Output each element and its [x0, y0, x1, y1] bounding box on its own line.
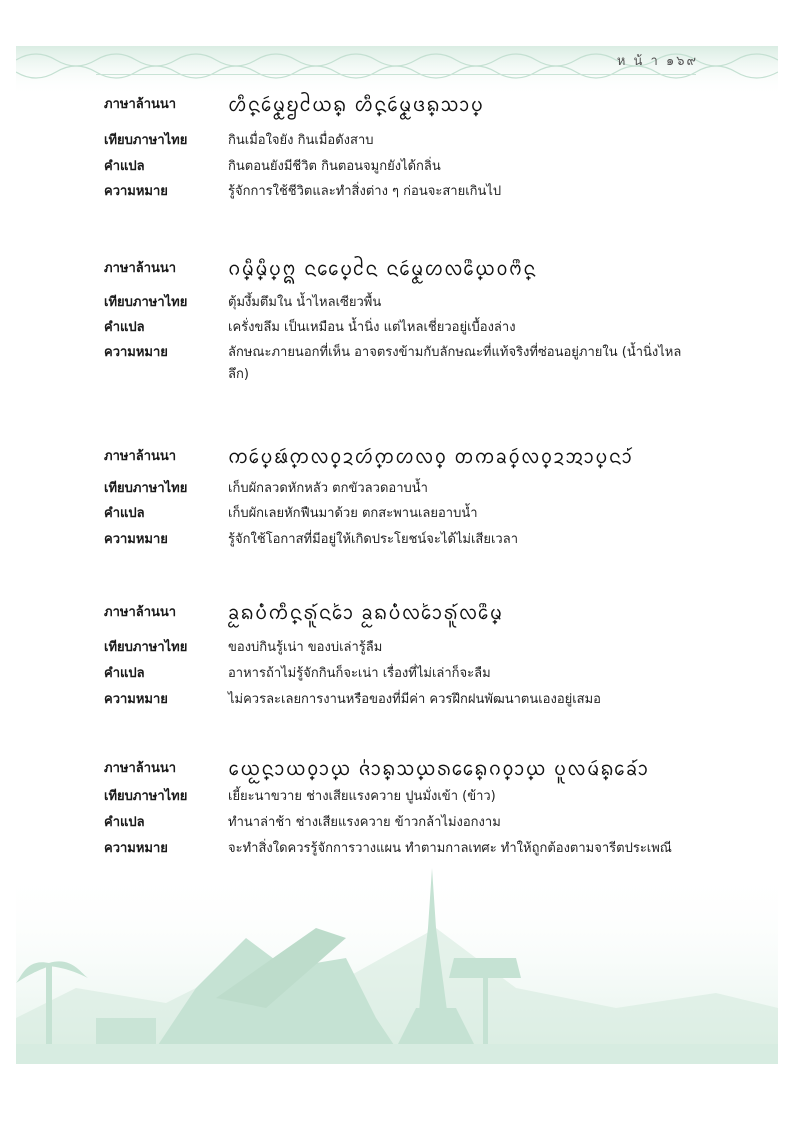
lanna-label: ภาษาล้านนา: [104, 605, 177, 620]
translation-text: อาหารถ้าไม่รู้จักกินก็จะเน่า เรื่องที่ไม่เล่าก็จะลืม: [228, 666, 491, 681]
lanna-label: ภาษาล้านนา: [104, 261, 177, 276]
thai-label: เทียบภาษาไทย: [104, 133, 188, 148]
page-number: ห น้ า ๑๖๙: [616, 54, 698, 69]
lanna-label: ภาษาล้านนา: [104, 97, 177, 112]
meaning-label: ความหมาย: [104, 841, 168, 856]
lanna-script-text: ᩮᨿ᩠ᩬᨶᩣᨿ᩠ᩅᩣ᩠ᨿ ᨩ᩵ᩣ᩠ᨦᩈ᩠ᨿᩁᩯ᩠ᨦᨣ᩠ᩅᩣ᩠ᨿ ᨷᩪᩃᨾ᩠ᩢᨦᩮᨡ᩶ᩣ: [228, 758, 650, 780]
thai-label: เทียบภาษาไทย: [104, 481, 188, 496]
translation-label: คำแปล: [104, 815, 145, 830]
translation-text: กินตอนยังมีชีวิต กินตอนจมูกยังได้กลิ่น: [228, 159, 441, 174]
lanna-script-text: ᨡᩬᨦᨷᩴ᩵ᨠᩥ᩠ᨶᩁᩪ᩶ᨶᩮᩢ᩵ᩣ ᨡᩬᨦᨷᩴ᩵ᩃᩮᩢ᩵ᩣᩁᩪ᩶ᩃᩮᩨ᩠ᨾ: [228, 602, 504, 624]
translation-text: เครั่งขลึม เป็นเหมือน น้ำนิ่ง แต่ไหลเชี่ยวอยู่เบื้องล่าง: [228, 320, 516, 335]
translation-label: คำแปล: [104, 666, 145, 681]
meaning-text: ลักษณะภายนอกที่เห็น อาจตรงข้ามกับลักษณะที่แท้จริงที่ซ่อนอยู่ภายใน (น้ำนิ่งไหลลึก): [228, 345, 682, 382]
lanna-script-text: ᩉ᩠ᩥᨶᩮᩢ᩠ᨾᩬᨮᩲᨿ᩠ᨦ ᩉ᩠ᩥᨶᩮᩢ᩠ᨾᩬᨴ᩠ᨦᩈᩣ᩠ᨷ: [228, 94, 485, 116]
thai-label: เทียบภาษาไทย: [104, 295, 188, 310]
lanna-label: ภาษาล้านนา: [104, 761, 177, 776]
meaning-text: รู้จักการใช้ชีวิตและทำสิ่งต่าง ๆ ก่อนจะสายเกินไป: [228, 184, 502, 199]
thai-text: ของบ่กินรู้เน่า ของบ่เล่ารู้ลืม: [228, 640, 383, 655]
meaning-label: ความหมาย: [104, 692, 168, 707]
meaning-label: ความหมาย: [104, 184, 168, 199]
meaning-label: ความหมาย: [104, 532, 168, 547]
translation-text: ทำนาล่าช้า ช่างเสียแรงควาย ข้าวกล้าไม่งอกงาม: [228, 815, 501, 830]
thai-text: ตุ้มงึ้มตึมใน น้ำไหลเซียวพื้น: [228, 295, 382, 310]
thai-label: เทียบภาษาไทย: [104, 789, 188, 804]
meaning-text: จะทำสิ่งใดควรรู้จักการวางแผน ทำตามกาลเทศะ ทำให้ถูกต้องตามจารีตประเพณี: [228, 841, 672, 856]
meaning-text: รู้จักใช้โอกาสที่มีอยู่ให้เกิดประโยชน์จะได้ไม่เสียเวลา: [228, 532, 518, 547]
lanna-script-text: ᨠᩮᩢ᩠ᨷᨹᩢ᩠ᨠᩃ᩠ᩅᨯᩉᩢ᩠ᨠᩉᩃ᩠ᩅ ᨲᨠᨡ᩠ᩅᩢᩃ᩠ᩅᨯᩋᩣ᩠ᨷᨶᩣ᩶: [228, 446, 634, 468]
thai-label: เทียบภาษาไทย: [104, 640, 188, 655]
meaning-text: ไม่ควรละเลยการงานหรือของที่มีค่า ควรฝึกฝนพัฒนาตนเองอยู่เสมอ: [228, 692, 601, 707]
header-divider: [96, 74, 696, 75]
meaning-label: ความหมาย: [104, 345, 168, 360]
temple-landscape-illustration: [16, 868, 778, 1064]
translation-label: คำแปล: [104, 506, 145, 521]
translation-label: คำแปล: [104, 320, 145, 335]
lanna-script-text: ᨣ᩠ᨾᩥ᩠ᨾᩥ᩠ᨷᩍ ᨶᩯ᩠ᨷᩲᨶ ᨶᩮᩢ᩠ᨾᩬᩉᩃᩮᩨ᩠ᨿᩅᨻᩨ᩠ᨶ: [228, 258, 537, 280]
translation-text: เก็บผักเลยหักฟืนมาด้วย ตกสะพานเลยอาบน้ำ: [228, 506, 478, 521]
translation-label: คำแปล: [104, 159, 145, 174]
thai-text: เยี้ยะนาขวาย ช่างเสียแรงควาย ปูนมั่งเข้า (ข้าว): [228, 789, 496, 804]
thai-text: กินเมื่อใจยัง กินเมื่อดังสาบ: [228, 133, 374, 148]
lanna-label: ภาษาล้านนา: [104, 449, 177, 464]
thai-text: เก็บผักลวดหักหลัว ตกขัวลวดอาบน้ำ: [228, 481, 428, 496]
